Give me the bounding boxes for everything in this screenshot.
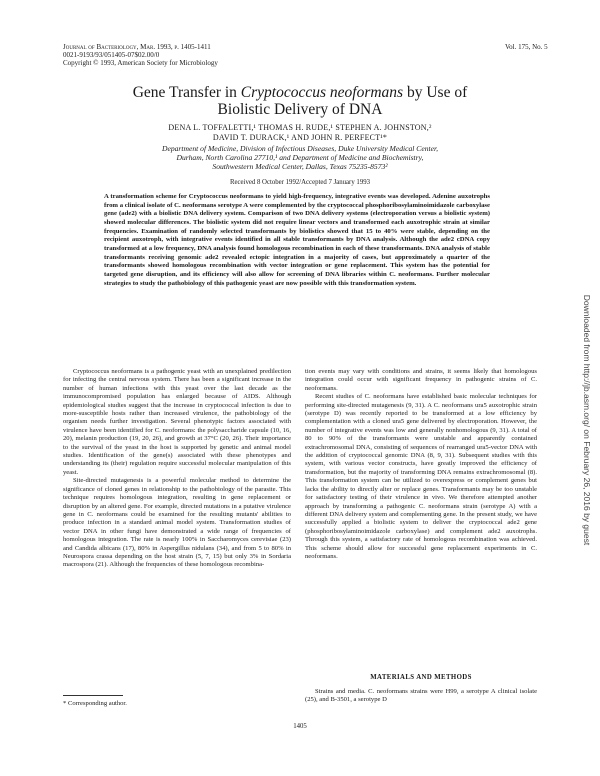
intro-paragraph-1: Cryptococcus neoformans is a pathogenic yeast with an unexplained predilection for infecting the central nervous system. There has been a significant increase in the number of human infections with this yeast over the last decade as the immunocompromised population has enlarged because of AIDS. Although epidemiological studies suggest that the increase in cryptococcal infection is due to more-susceptible hosts rather than increased virulence, the pathobiology of the organism needs further investigation. Several phenotypic factors associated with virulence have been identified for C. neoformans: the polysaccharide capsule (10, 16, 20), melanin production (19, 20, 26), and growth at 37°C (20, 26). Their importance to the survival of the yeast in the host is supported by genetic and animal model studies. Identification of the gene(s) associated with these phenotypes and understanding its (their) regulation require successful molecular manipulation of this yeast.	[63, 368, 291, 476]
body-column-left	[63, 368, 291, 570]
issn-line: 0021-9193/93/051405-07$02.00/0	[63, 51, 160, 59]
body-column-right	[305, 368, 537, 561]
footnote-divider	[63, 695, 123, 696]
journal-citation: Journal of Bacteriology, Mar. 1993, p. 1405-1411	[63, 43, 211, 51]
download-watermark	[581, 250, 593, 590]
intro-paragraph-continued: tion events may vary with conditions and strains, it seems likely that homologous integration could occur with significant frequency in pathogenic strains of C. neoformans.	[305, 368, 537, 392]
section-heading-methods: MATERIALS AND METHODS	[370, 674, 472, 681]
affiliation-line-1: Department of Medicine, Division of Infectious Diseases, Duke University Medical Center,	[161, 144, 439, 153]
title-line-2: Biolistic Delivery of DNA	[217, 101, 383, 118]
methods-text: Strains and media. C. neoformans strains were H99, a serotype A clinical isolate (25), and B-3501, a serotype D	[305, 688, 537, 704]
title-suffix: by Use of	[403, 84, 468, 101]
author-list	[60, 123, 540, 143]
volume-info: Vol. 175, No. 5	[505, 43, 548, 51]
affiliation-line-3: Southwestern Medical Center, Dallas, Texas 75235-8573²	[212, 162, 388, 172]
methods-paragraph	[305, 688, 537, 705]
title-species: Cryptococcus neoformans	[240, 84, 404, 101]
article-title	[60, 84, 540, 118]
page-number: 1405	[293, 723, 307, 730]
copyright-line: Copyright © 1993, American Society for Microbiology	[63, 59, 218, 67]
authors-line-1: DENA L. TOFFALETTI,¹ THOMAS H. RUDE,¹ STEPHEN A. JOHNSTON,²	[168, 123, 432, 132]
affiliations	[60, 144, 540, 172]
intro-paragraph-2: Site-directed mutagenesis is a powerful molecular method to determine the significance of cloned genes in relationship to the pathobiology of the parasite. This technique requires homologous integration, resulting in gene replacement or disruption by an altered gene. For example, directed mutations in a putative virulence gene in C. neoformans could be examined for the resulting mutants' abilities to produce infection in a standard animal model system. Transformation studies of vector DNA in other fungi have demonstrated a wide range of frequencies of homologous integration. The rate is nearly 100% in Saccharomyces cerevisiae (23) and Candida albicans (17), 80% in Aspergillus nidulans (34), and from 5 to 80% in Neurospora crassa depending on the host strain (5, 7, 15) but only 3% in Sordaria macrospora (21). Although the frequencies of these homologous recombina-	[63, 477, 291, 569]
title-prefix: Gene Transfer in	[132, 84, 241, 101]
corresponding-author-footnote: * Corresponding author.	[63, 700, 127, 707]
download-notice-text: Downloaded from http://jb.asm.org/ on February 26, 2016 by guest	[582, 294, 592, 546]
intro-paragraph-3: Recent studies of C. neoformans have established basic molecular techniques for performing site-directed mutagenesis (9, 31). A C. neoformans ura5 auxotrophic strain (serotype D) was recently reported to be transformed at a low efficiency by complementation with a cloned ura5 gene delivered by electroporation. However, the number of integrative events was low and generally nonhomologous (9, 31). A total of 80 to 90% of the transformants were unstable and apparently contained extrachromosomal DNA, consisting of sequences of rearranged ura5-vector DNA with the addition of cryptococcal genomic DNA (8, 9, 31). Subsequent studies with this system, with various vector constructs, have greatly improved the efficiency of transformation, but the majority of transforming DNA remains extrachromosomal (8). This transformation system can be utilized to overexpress or complement genes but lacks the ability to directly alter or replace genes. Transformants may be too unstable for satisfactory testing of their virulence in vivo. We therefore attempted another approach by transforming a pathogenic C. neoformans strain (serotype A) with a different DNA delivery system and complementing gene. In the present study, we have successfully applied a biolistic system to deliver the cryptococcal ade2 gene (phosphoribosylaminoimidazole carboxylase) and complement ade2 auxotrophs. Through this system, a satisfactory rate of homologous recombination was achieved. This scheme should allow for successful gene replacement experiments in C. neoformans.	[305, 393, 537, 560]
received-dates: Received 8 October 1992/Accepted 7 January 1993	[229, 179, 371, 186]
authors-line-2: DAVID T. DURACK,¹ AND JOHN R. PERFECT¹*	[212, 133, 388, 142]
running-header	[63, 43, 218, 67]
affiliation-line-2: Durham, North Carolina 27710,¹ and Department of Medicine and Biochemistry,	[176, 153, 424, 163]
abstract: A transformation scheme for Cryptococcus neoformans to yield high-frequency, integrative events was developed. Adenine auxotrophs from a clinical isolate of C. neoformans serotype A were complemented by the cryptococcal phosphoribosylaminoimidazole carboxylase gene (ade2) with a biolistic DNA delivery system. Comparison of two DNA delivery systems (electroporation versus a biolistic system) showed molecular differences. The biolistic system did not require linear vectors and transformed each auxotrophic strain at similar frequencies. Examination of randomly selected transformants by biolistics showed that 15 to 40% were stable, depending on the recipient auxotroph, with integrative events identified in all stable transformants by DNA analysis. Although the ade2 cDNA copy transformed at a low frequency, DNA analysis found homologous recombination in each of these transformants. DNA analysis of stable transformants receiving genomic ade2 revealed ectopic integration in a majority of cases, but approximately a quarter of the transformants showed homologous recombination with vector integration or gene replacement. This system has the potential for targeted gene disruption, and its efficiency will also allow for screening of DNA libraries within C. neoformans. Further molecular strategies to study the pathobiology of this pathogenic yeast are now possible with this transformation system.	[104, 193, 490, 287]
